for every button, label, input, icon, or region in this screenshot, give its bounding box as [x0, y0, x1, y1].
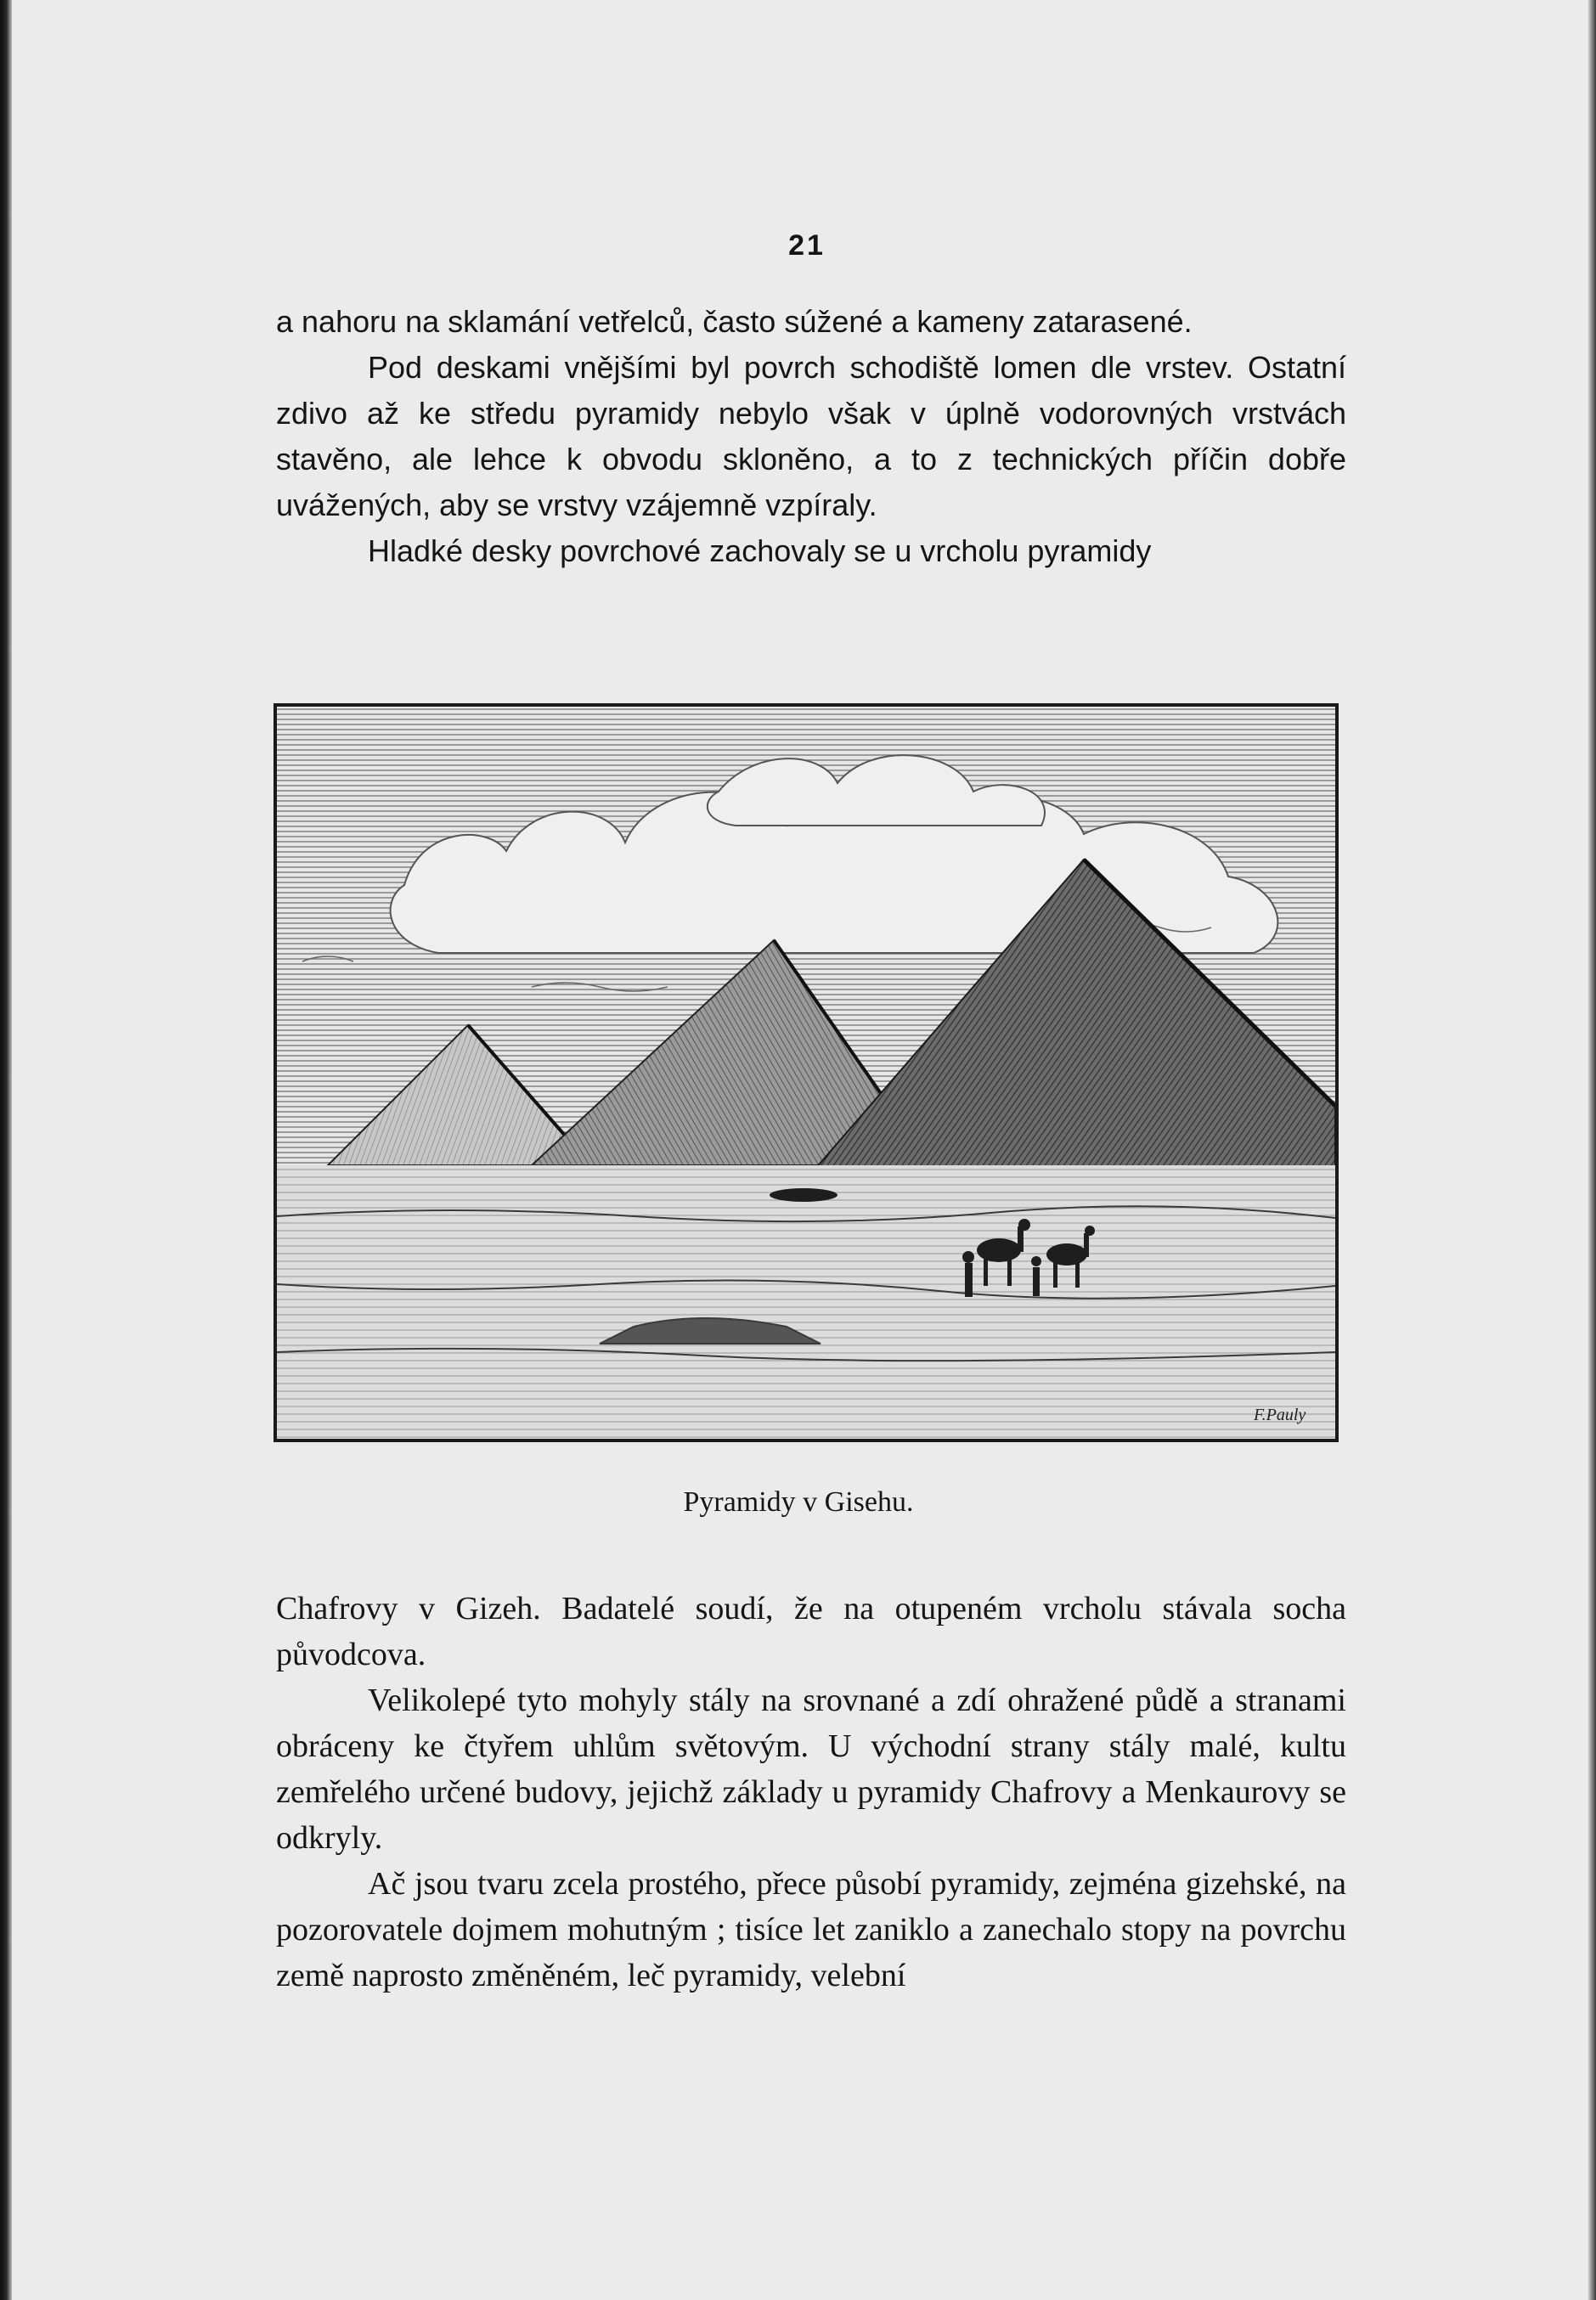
pyramids-illustration — [274, 703, 1339, 1442]
paragraph: Velikolepé tyto mohyly stály na srovnané a zdí ohražené půdě a stranami obráceny ke čtyřem uhlům světovým. U východní strany stály malé, kultu zemřelého určené budovy, jejichž základy u pyramidy Chafrovy a Menkaurovy se odkryly. — [276, 1683, 1346, 1856]
paragraph: a nahoru na sklamání vetřelců, často súžené a kameny zatarasené. — [276, 304, 1193, 339]
paragraph: Hladké desky povrchové zachovaly se u vrcholu pyramidy — [368, 533, 1152, 568]
paragraph: Pod deskami vnějšími byl povrch schodiště lomen dle vrstev. Ostatní zdivo až ke středu pyramidy nebylo však v úplně vodorovných vrstvách stavěno, ale lehce k obvodu skloněno, a to z technických příčin dobře uvážených, aby se vrstvy vzájemně vzpíraly. — [276, 350, 1346, 522]
bottom-text-block — [276, 1586, 1346, 1998]
scan-edge-left — [0, 0, 12, 2300]
engraver-signature: F.Pauly — [1254, 1406, 1306, 1424]
figure-caption: Pyramidy v Gisehu. — [683, 1486, 914, 1518]
scan-edge-right — [1588, 0, 1596, 2300]
paragraph: Chafrovy v Gizeh. Badatelé soudí, že na otupeném vrcholu stávala socha původcova. — [276, 1591, 1346, 1672]
top-text-block — [276, 299, 1346, 574]
page-number: 21 — [788, 229, 826, 262]
paragraph: Ač jsou tvaru zcela prostého, přece působí pyramidy, zejména gizehské, na pozorovatele dojmem mohutným ; tisíce let zaniklo a zanechalo stopy na povrchu země naprosto změněném, leč pyramidy, velební — [276, 1866, 1346, 1993]
